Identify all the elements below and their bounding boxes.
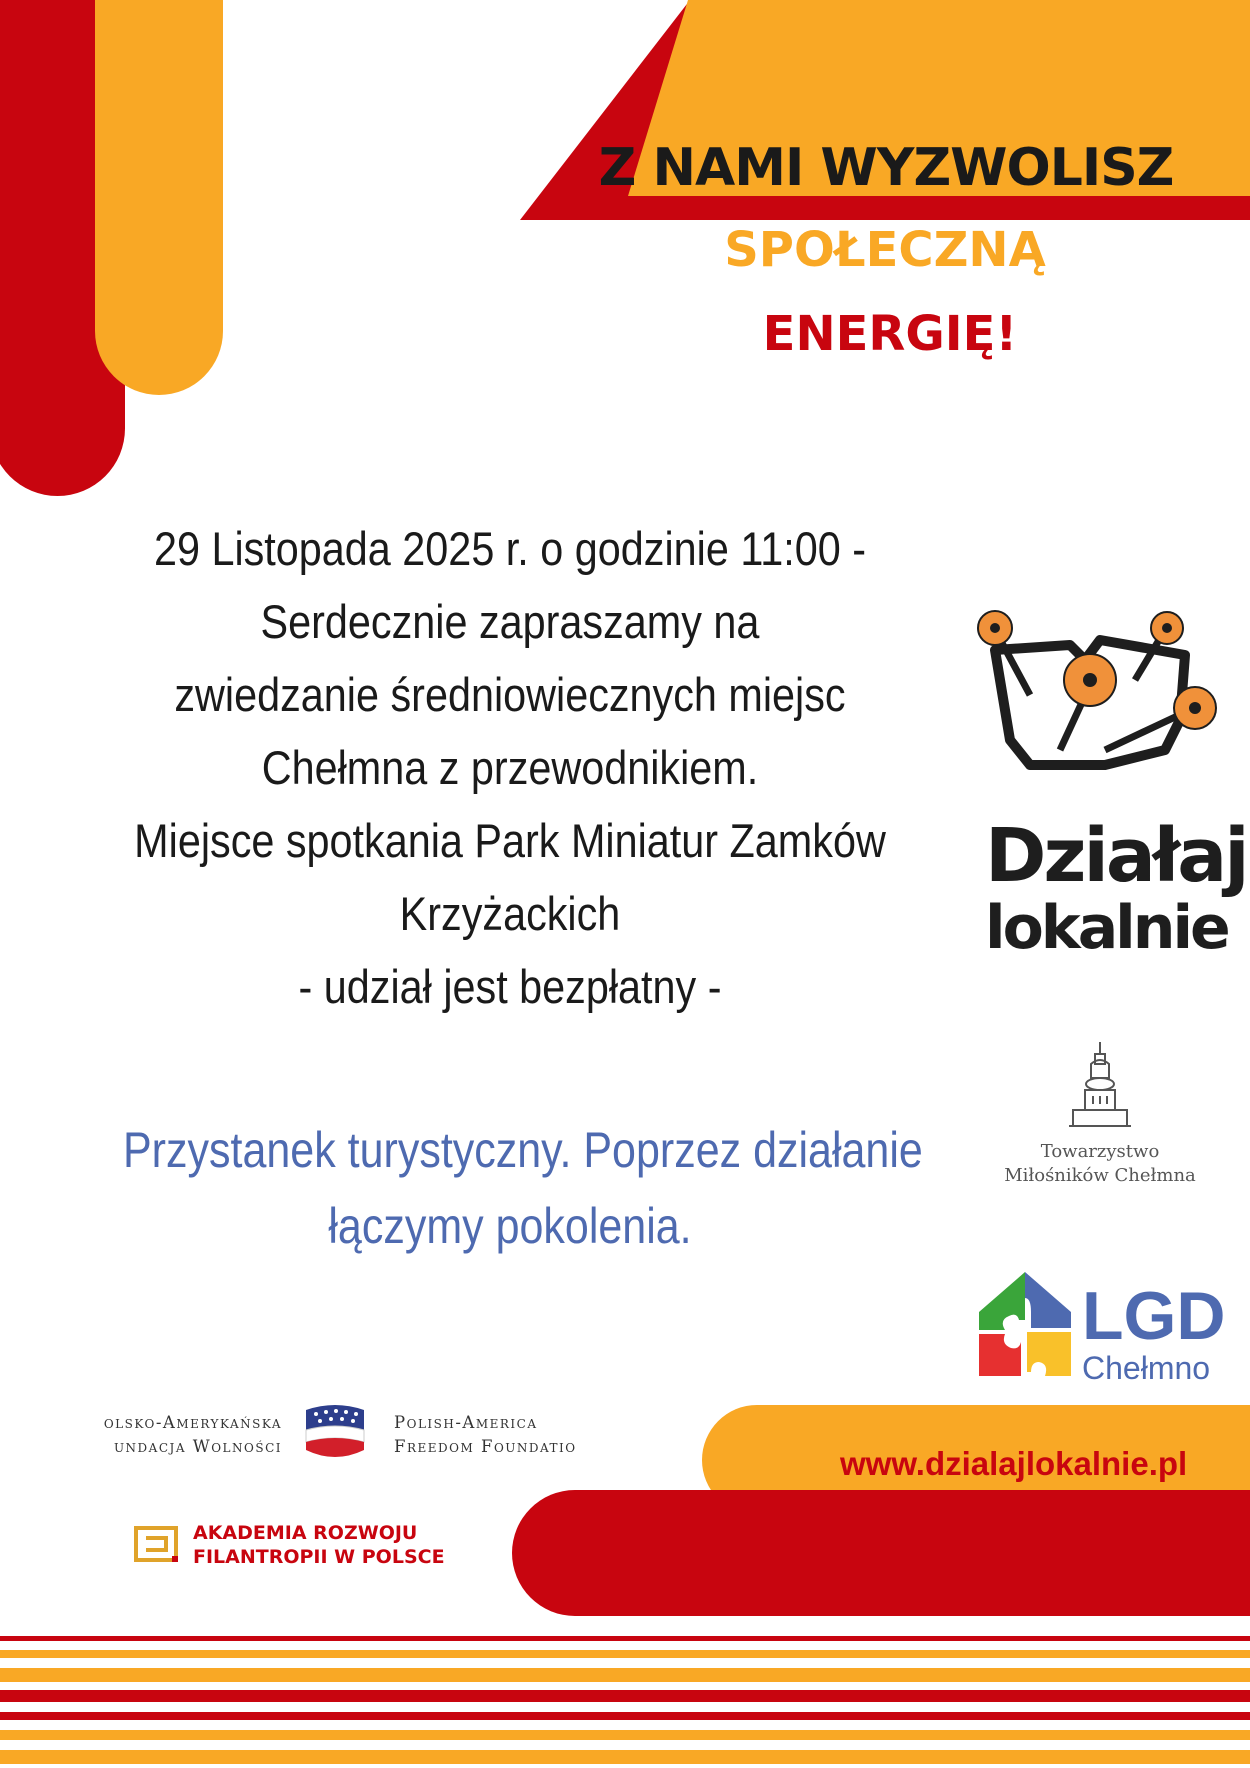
pafw-en-line-1: Polish-America (394, 1413, 538, 1432)
pafw-en-line-2: Freedom Foundatio (394, 1437, 577, 1456)
pafw-pl-line-2: undacja Wolności (113, 1437, 282, 1456)
decor-orange-pill-left (95, 0, 223, 395)
stripe-orange (0, 1668, 1250, 1682)
event-description (132, 512, 889, 1023)
headline-line-1: Z NAMI WYZWOLISZ (598, 138, 1174, 198)
event-line: Serdecznie zapraszamy na (260, 595, 760, 648)
stripe-red (0, 1690, 1250, 1702)
headline-line-2: SPOŁECZNĄ (724, 222, 1046, 278)
dzialaj-lokalnie-line-2: lokalnie (985, 893, 1228, 963)
website-link[interactable]: www.dzialajlokalnie.pl (840, 1445, 1188, 1482)
tmc-line-1: Towarzystwo (1040, 1141, 1160, 1162)
slogan (123, 1112, 923, 1264)
arfp-line-2: FILANTROPII W POLSCE (193, 1546, 445, 1568)
stripe-red (0, 1712, 1250, 1720)
event-line: - udział jest bezpłatny - (298, 960, 722, 1013)
stripe-red (0, 1636, 1250, 1641)
dzialaj-lokalnie-line-1: Działaj (985, 813, 1247, 899)
event-line: 29 Listopada 2025 r. o godzinie 11:00 - (153, 522, 867, 575)
tmc-line-2: Miłośników Chełmna (1004, 1165, 1196, 1186)
event-line: zwiedzanie średniowiecznych miejsc (174, 668, 846, 721)
stripe-orange (0, 1750, 1250, 1764)
arfp-line-1: AKADEMIA ROZWOJU (193, 1522, 418, 1544)
lgd-title: LGD (1082, 1278, 1226, 1354)
dzialaj-lokalnie-logo-text (985, 813, 1247, 964)
event-line: Miejsce spotkania Park Miniatur Zamków (134, 814, 886, 867)
pafw-pl-line-1: olsko-Amerykańska (103, 1413, 282, 1432)
tower-icon (1065, 1040, 1135, 1130)
decor-red-pill-bottom (512, 1490, 1250, 1616)
arfp-logo-icon (132, 1524, 180, 1564)
pafw-english-name (394, 1411, 614, 1459)
event-line: Krzyżackich (399, 887, 621, 940)
lgd-subtitle: Chełmno (1082, 1350, 1211, 1386)
pafw-polish-name (60, 1411, 282, 1459)
headline-line-3: ENERGIĘ! (762, 306, 1018, 362)
slogan-line: łączymy pokolenia. (328, 1198, 692, 1254)
event-line: Chełmna z przewodnikiem. (261, 741, 759, 794)
lgd-puzzle-house-icon (975, 1268, 1075, 1380)
stripe-orange (0, 1650, 1250, 1658)
stripe-orange (0, 1730, 1250, 1740)
arfp-logo-text (193, 1521, 445, 1569)
tmc-logo-text (990, 1140, 1210, 1188)
slogan-line: Przystanek turystyczny. Poprzez działanie (123, 1122, 923, 1178)
pafw-flag-icon (298, 1402, 372, 1462)
